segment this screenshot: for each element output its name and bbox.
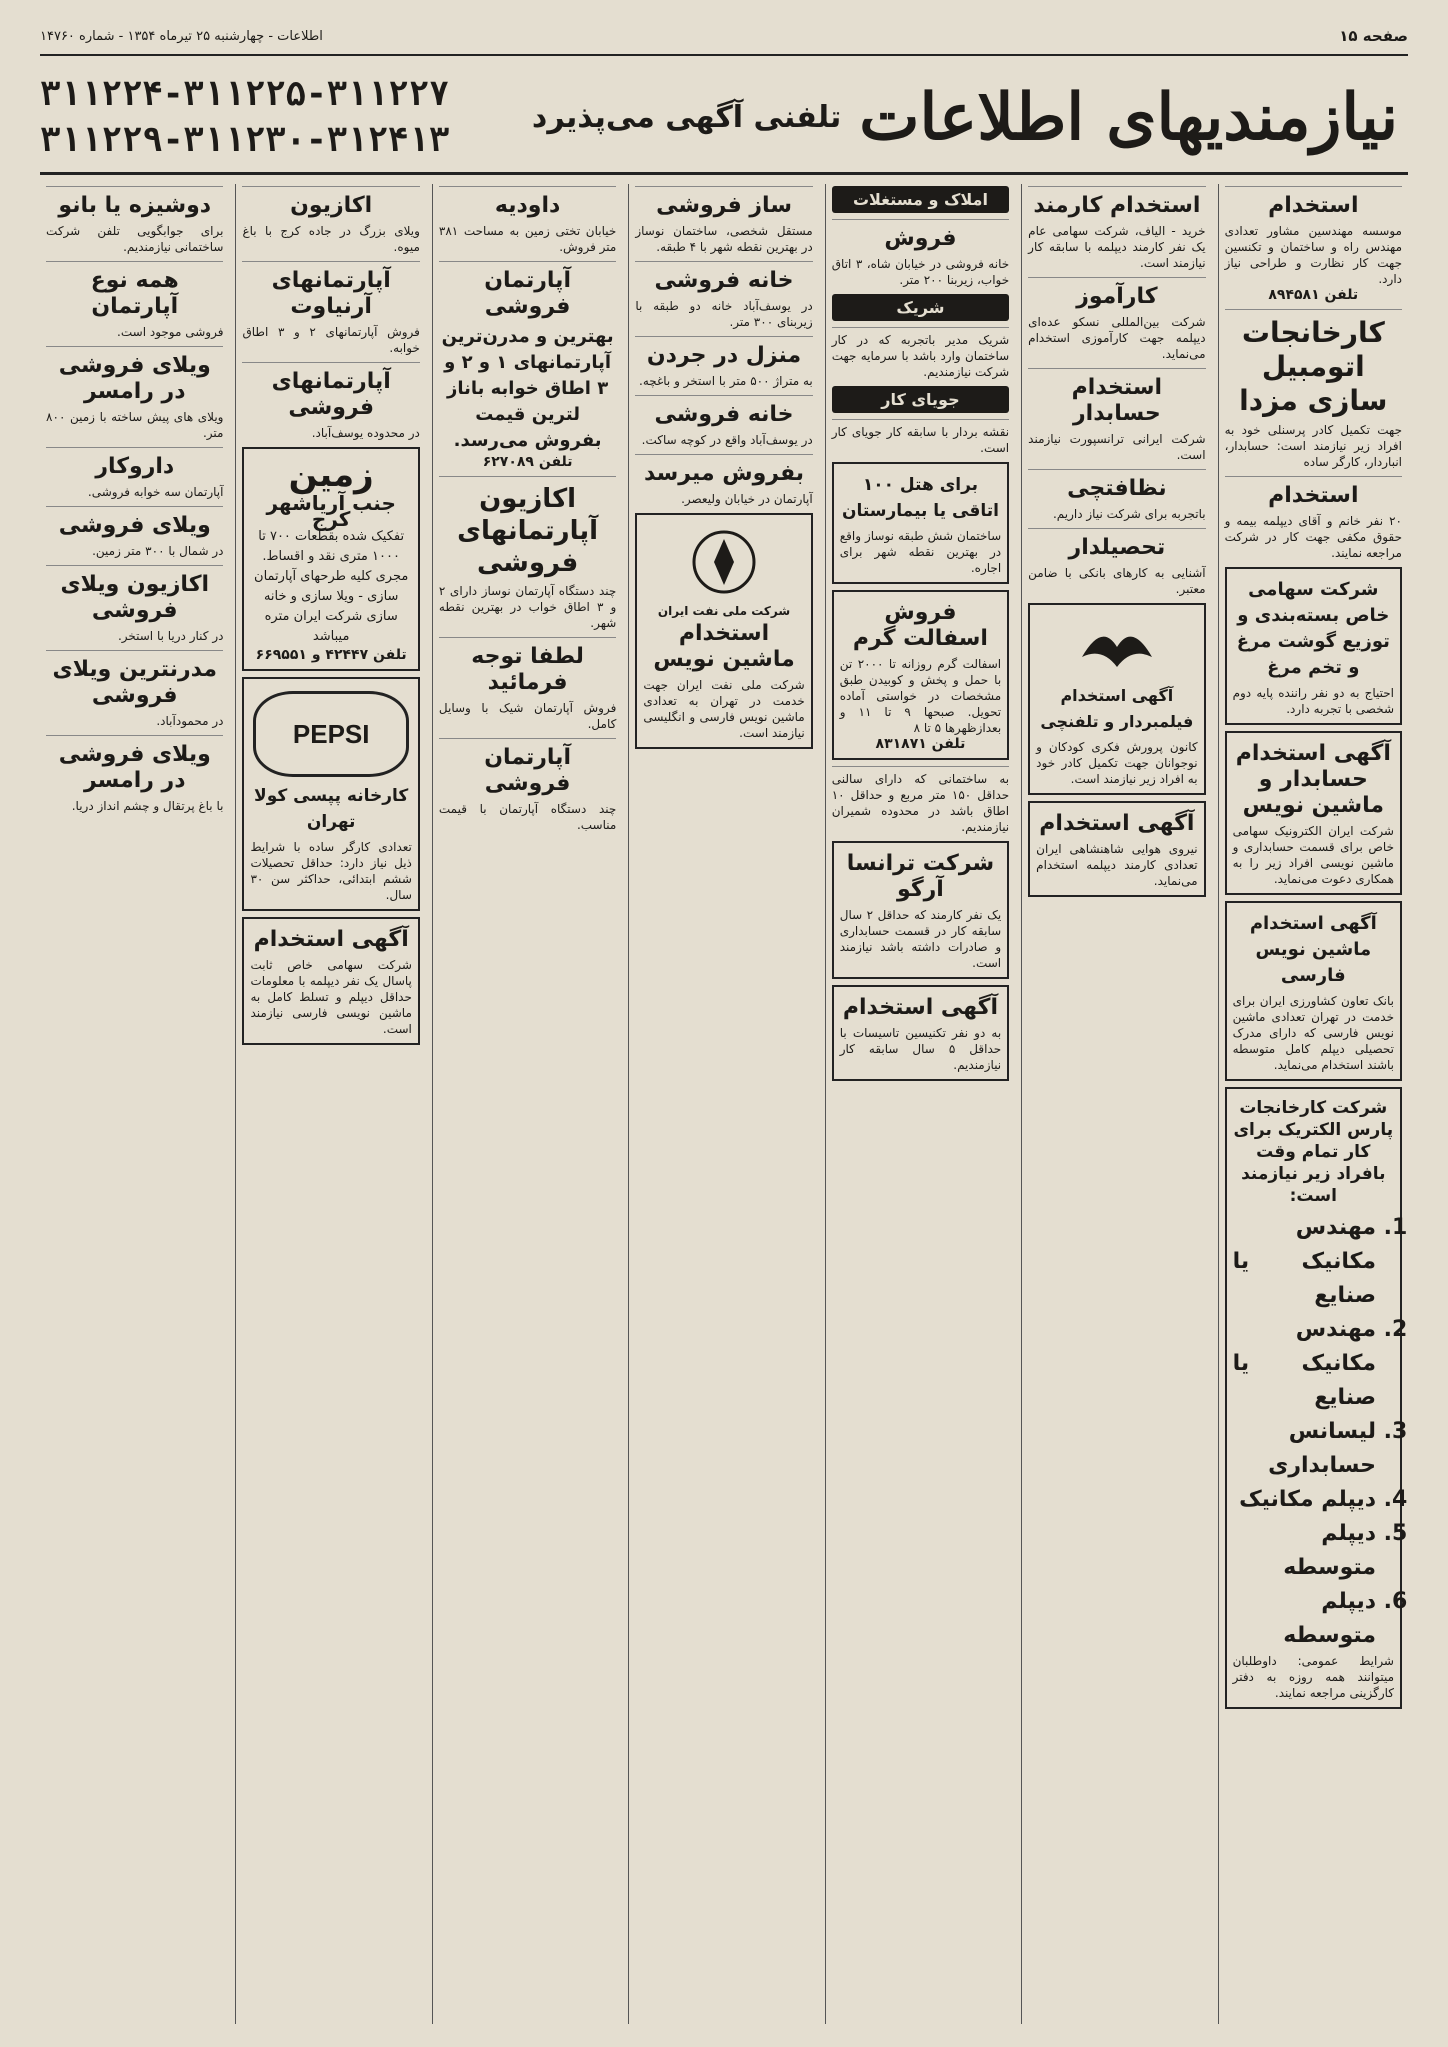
ad-title: اکازیون ویلای فروشی <box>60 572 210 623</box>
ad-title: داودیه <box>494 193 561 218</box>
ad-text: چند دستگاه آپارتمان نوساز دارای ۲ و ۳ اطاق خواب در بهترین نقطه شهر. <box>438 584 617 630</box>
ad-text: در یوسف‌آباد خانه دو طبقه با زیربنای ۳۰۰ متر. <box>635 299 813 329</box>
ad-text: اسفالت گرم روزانه تا ۲۰۰۰ تن با حمل و پخش و کوبیدن طبق مشخصات در خواستی آماده تحویل. صبحها ۹ تا ۱۱ و بعدازظهرها ۵ تا ۸ <box>839 657 1002 735</box>
ad-title: ویلای فروشی در رامسر <box>58 742 211 793</box>
list-item: 6. دیپلم متوسطه <box>1233 1585 1376 1653</box>
ad <box>439 261 616 470</box>
ad-title: کارخانه پپسی کولا تهران <box>254 786 409 832</box>
ad-text: بانک تعاون کشاورزی ایران برای خدمت در تهران تعدادی ماشین نویس فارسی که دارای مدرک تحصیلی دیپلم کامل متوسطه باشند استخدام می‌نماید. <box>1232 994 1394 1072</box>
list-item: 1. مهندس مکانیک یا صنایع <box>1233 1211 1376 1313</box>
ad <box>242 362 419 441</box>
ad-text: در شمال با ۳۰۰ متر زمین. <box>92 544 224 558</box>
ad-text: موسسه مهندسین مشاور تعدادی مهندس راه و ساختمان و تکنسین جهت کار نظارت و طراحی نیاز دارد. <box>1224 224 1402 286</box>
list-item: 2. مهندس مکانیک یا صنایع <box>1233 1313 1376 1415</box>
ad-text: در یوسف‌آباد واقع در کوچه ساکت. <box>641 433 813 447</box>
ad-text: چند دستگاه آپارتمان با قیمت مناسب. <box>438 802 617 832</box>
ad-title: بفروش میرسد <box>643 461 805 486</box>
ad <box>1028 603 1205 795</box>
list-item: 5. دیپلم متوسطه <box>1233 1517 1376 1585</box>
column-5 <box>432 184 622 2024</box>
ad <box>832 841 1009 979</box>
ad <box>46 565 223 644</box>
ad <box>1225 1087 1402 1709</box>
ad-text: برای جوابگویی تلفن شرکت ساختمانی نیازمندیم. <box>46 224 224 254</box>
ad-subtitle: جنب آریاشهر کرج <box>266 491 396 531</box>
ad <box>1028 528 1205 597</box>
column-6 <box>235 184 425 2024</box>
ad <box>1225 901 1402 1081</box>
ad-title: آپارتمان فروشی <box>484 268 571 319</box>
ad <box>832 766 1009 835</box>
ad <box>46 506 223 559</box>
ad-title: آگهی استخدام <box>842 995 999 1020</box>
column-4 <box>628 184 818 2024</box>
ad-text: ویلای بزرگ در جاده کرج با باغ میوه. <box>242 224 420 254</box>
ad-text: شرکت بین‌المللی نسکو عده‌ای دیپلمه جهت کارآموزی استخدام می‌نماید. <box>1028 315 1206 361</box>
ad-text: باتجربه برای شرکت نیاز داریم. <box>1052 507 1206 521</box>
ad <box>46 735 223 814</box>
ad <box>635 336 812 389</box>
ad-title: اکازیون <box>290 193 373 218</box>
ad-title: همه نوع آپارتمان <box>90 268 179 319</box>
column-2 <box>1021 184 1211 2024</box>
ad-logo <box>250 691 411 777</box>
ad-text: به متراژ ۵۰۰ متر با استخر و باغچه. <box>639 374 813 388</box>
job-list <box>1233 1211 1394 1653</box>
ad <box>242 917 419 1045</box>
page-header <box>40 18 1408 56</box>
ad-title: استخدام <box>1268 193 1359 218</box>
ad-title: نظافتچی <box>1067 476 1167 501</box>
ad-title: آگهی استخدام ماشین نویس فارسی <box>1249 913 1377 986</box>
ad-text: خانه فروشی در خیابان شاه، ۳ اتاق خواب، زیربنا ۲۰۰ متر. <box>831 257 1010 287</box>
ad-title: لطفا توجه فرمائید <box>471 644 584 695</box>
ad-title: شرکت سهامی خاص بسته‌بندی و توزیع گوشت مرغ و تخم مرغ <box>1236 579 1390 678</box>
ad <box>635 395 812 448</box>
column-1 <box>1218 184 1408 2024</box>
issue-line: اطلاعات - چهارشنبه ۲۵ تیرماه ۱۳۵۴ - شماره ۱۴۷۶۰ <box>40 28 323 44</box>
ad-text: شرکت ایران الکترونیک سهامی خاص برای قسمت حسابداری و ماشین نویسی افراد زیر را به همکاری دعوت می‌نماید. <box>1232 824 1394 886</box>
ad-text: ویلای های پیش ساخته با زمین ۸۰۰ متر. <box>46 410 224 440</box>
ad-title: ساز فروشی <box>656 193 792 218</box>
ad-text: با باغ پرتقال و چشم انداز دریا. <box>71 799 224 813</box>
ad <box>635 186 812 255</box>
ad <box>832 327 1009 380</box>
ad-text: کانون پرورش فکری کودکان و نوجوانان جهت تکمیل کادر خود به افراد زیر نیازمند است. <box>1036 740 1198 786</box>
ad-text: آشنایی به کارهای بانکی با ضامن معتبر. <box>1028 566 1206 596</box>
list-item: 3. لیسانس حسابداری <box>1233 1415 1376 1483</box>
section-header: املاک و مستغلات <box>832 186 1009 213</box>
masthead <box>40 62 1408 175</box>
ad <box>46 186 223 255</box>
ad <box>46 346 223 441</box>
ad-company: شرکت ملی نفت ایران <box>657 604 791 618</box>
ad-text: در محدوده یوسف‌آباد. <box>311 426 420 440</box>
ad <box>1028 277 1205 362</box>
ad <box>832 462 1009 584</box>
ad <box>439 738 616 833</box>
ad-text: شرکت سهامی خاص ثابت پاسال یک نفر دیپلمه با معلومات حداقل دیپلم و تسلط کامل به ماشین نویسی فارسی نیازمند است. <box>250 958 412 1036</box>
ad <box>46 650 223 729</box>
page-number: صفحه ۱۵ <box>1339 27 1408 45</box>
ad <box>439 186 616 255</box>
ad-text: مستقل شخصی، ساختمان نوساز در بهترین نقطه شهر با ۴ طبقه. <box>635 224 813 254</box>
ad <box>1028 186 1205 271</box>
ad-text: جهت تکمیل کادر پرسنلی خود به افراد زیر نیازمند است: حسابدار، انباردار، کارگر ساده <box>1224 423 1402 469</box>
ad-text: به ساختمانی که دارای سالنی حداقل ۱۵۰ متر مربع و حداقل ۱۰ اطاق باشد در محدوده شمیران نیازمندیم. <box>831 772 1010 834</box>
ad-title: مدرنترین ویلای فروشی <box>52 657 217 708</box>
section-header: شریک <box>832 294 1009 321</box>
ad <box>635 454 812 507</box>
ad <box>439 637 616 732</box>
ad-text: تعدادی کارگر ساده با شرایط ذیل نیاز دارد: حداقل تحصیلات ششم ابتدائی، حداکثر سن ۳۰ سال. <box>250 840 412 902</box>
ad-logo <box>1036 617 1197 677</box>
masthead-phones <box>40 71 449 163</box>
column-3 <box>825 184 1015 2024</box>
ad-text: فروش آپارتمان شیک با وسایل کامل. <box>438 701 617 731</box>
list-item: 4. دیپلم مکانیک <box>1233 1483 1376 1517</box>
ad <box>1225 186 1402 303</box>
ad-text: احتیاج به دو نفر راننده پایه دوم شخصی با تجربه دارد. <box>1232 686 1394 716</box>
ad-title: زمین <box>288 455 374 495</box>
ad-text: فروش آپارتمانهای ۲ و ۳ اطاق خوابه. <box>242 325 420 355</box>
ad-text: شرکت ملی نفت ایران جهت خدمت در تهران به تعدادی ماشین نویس فارسی و انگلیسی نیازمند است. <box>643 678 805 740</box>
nioc-logo-icon <box>689 527 759 597</box>
ad-text: تفکیک شده بقطعات ۷۰۰ تا ۱۰۰۰ متری نقد و اقساط. مجری کلیه طرحهای آپارتمان سازی - ویلا سازی و خانه سازی شرکت ایران متره میباشد <box>254 529 409 644</box>
ad-title: شرکت ترانسا آرگو <box>846 851 995 902</box>
ad-title: استخدام حسابدار <box>1071 375 1163 426</box>
ad-text: شرایط عمومی: داوطلبان میتوانند همه روزه به دفتر کارگزینی مراجعه نمایند. <box>1232 1654 1394 1700</box>
ad-title: فروش اسفالت گرم <box>852 600 988 651</box>
ad-title: کارآموز <box>1076 284 1158 309</box>
ad-text: فروشی موجود است. <box>117 325 224 339</box>
ad <box>1225 309 1402 470</box>
ad-logo <box>643 527 804 597</box>
ad-title: تحصیلدار <box>1068 535 1166 560</box>
ad-text: خیابان تختی زمین به مساحت ۳۸۱ متر فروش. <box>438 224 617 254</box>
ad-title: آپارتمانهای فروشی <box>271 369 391 420</box>
ad-text: نقشه بردار با سابقه کار جویای کار است. <box>831 425 1010 455</box>
phones-line-2: ۳۱۱۲۲۹-۳۱۱۲۳۰-۳۱۲۴۱۳ <box>40 120 450 160</box>
ad <box>832 590 1009 760</box>
ad <box>635 261 812 330</box>
ad-text: ۲۰ نفر خانم و آقای دیپلمه بیمه و حقوق مکفی جهت کار در شرکت مراجعه نمایند. <box>1224 514 1402 560</box>
ad-phone: تلفن ۶۲۷۰۸۹ <box>482 454 573 470</box>
ad <box>46 261 223 340</box>
pepsi-logo: PEPSI <box>253 691 409 777</box>
masthead-brand: نیازمندیهای اطلاعات <box>859 79 1398 155</box>
phones-line-1: ۳۱۱۲۲۴-۳۱۱۲۲۵-۳۱۱۲۲۷ <box>40 74 450 114</box>
ad <box>1028 801 1205 897</box>
ad-text: به دو نفر تکنیسین تاسیسات با حداقل ۵ سال سابقه کار نیازمندیم. <box>839 1026 1002 1072</box>
ad-text: در کنار دریا با استخر. <box>117 629 224 643</box>
ad-phone: تلفن ۸۳۱۸۷۱ <box>875 736 966 752</box>
ad <box>439 476 616 631</box>
ad <box>832 219 1009 288</box>
ad <box>832 419 1009 456</box>
ad-title: استخدام ماشین نویس <box>653 621 795 672</box>
ad-text: آپارتمان سه خوابه فروشی. <box>87 485 224 499</box>
column-7 <box>40 184 229 2024</box>
ad-text: بهترین و مدرن‌ترین آپارتمانهای ۱ و ۲ و ۳ اطاق خوابه باناز لترین قیمت بفروش می‌رسد. <box>441 326 614 451</box>
ad-title: خانه فروشی <box>654 402 794 427</box>
ad-text: شرکت ایرانی ترانسپورت نیازمند است. <box>1028 432 1206 462</box>
ad-title: فروش <box>884 226 957 251</box>
ad <box>46 447 223 500</box>
ad-phone: تلفن ۸۹۴۵۸۱ <box>1268 287 1359 303</box>
ad <box>242 186 419 255</box>
ad <box>242 447 419 671</box>
ad-text: آپارتمان در خیابان ولیعصر. <box>681 492 813 506</box>
masthead-subtitle: تلفنی آگهی می‌پذیرد <box>531 99 842 135</box>
ad <box>242 677 419 911</box>
ad-title: آگهی استخدام حسابدار و ماشین نویس <box>1235 741 1391 818</box>
ad-text: نیروی هوایی شاهنشاهی ایران تعدادی کارمند دیپلمه استخدام می‌نماید. <box>1036 842 1198 888</box>
ad <box>635 513 812 749</box>
ad-title: آپارتمانهای آرنیاوت <box>271 268 391 319</box>
ad-title: اکازیون آپارتمانهای فروشی <box>457 484 599 578</box>
ad <box>1225 731 1402 895</box>
bird-logo-icon <box>1072 617 1162 677</box>
ad-title: خانه فروشی <box>654 268 794 293</box>
ad-text: یک نفر کارمند که حداقل ۲ سال سابقه کار در قسمت حسابداری و صادرات داشته باشد نیازمند است. <box>839 908 1002 970</box>
ad-text: در محمودآباد. <box>156 714 224 728</box>
ad <box>832 985 1009 1081</box>
ad-text: شریک مدیر باتجربه که در کار ساختمان وارد باشد با سرمایه جهت شرکت نیازمندیم. <box>831 333 1010 379</box>
ad-title: استخدام کارمند <box>1033 193 1201 218</box>
ad-title: آگهی استخدام <box>253 927 409 952</box>
ad <box>242 261 419 356</box>
ad-text: ساختمان شش طبقه نوساز واقع در بهترین نقطه شهر برای اجاره. <box>839 529 1002 575</box>
ad-title: آگهی استخدام <box>1039 811 1195 836</box>
ad-title: داروکار <box>95 454 175 479</box>
ad-text: خرید - الیاف، شرکت سهامی عام یک نفر کارمند دیپلمه با سابقه کار نیازمند است. <box>1028 224 1206 270</box>
ad <box>1225 567 1402 725</box>
ad-title: منزل در جردن <box>646 343 802 368</box>
ad-title: آگهی استخدام فیلمبردار و تلفنچی <box>1040 686 1194 731</box>
ad-columns <box>40 184 1408 2024</box>
ad-phone: تلفن ۴۲۴۴۷ و ۶۶۹۵۵۱ <box>255 647 407 663</box>
ad-title: کارخانجات اتومبیل سازی مزدا <box>1239 316 1388 417</box>
ad <box>1028 469 1205 522</box>
ad-title: ویلای فروشی <box>58 513 211 538</box>
section-header: جویای کار <box>832 386 1009 413</box>
ad-title: آپارتمان فروشی <box>484 745 571 796</box>
ad-title: ویلای فروشی در رامسر <box>58 353 211 404</box>
ad-title: استخدام <box>1268 483 1359 508</box>
ad <box>1028 368 1205 463</box>
ad-title: شرکت کارخانجات پارس الکتریک برای کار تمام وقت بافراد زیر نیازمند است: <box>1233 1098 1394 1206</box>
ad-title: دوشیزه یا بانو <box>58 193 212 218</box>
ad <box>1225 476 1402 561</box>
ad-title: برای هتل ۱۰۰ اتاقی یا بیمارستان <box>841 475 999 521</box>
